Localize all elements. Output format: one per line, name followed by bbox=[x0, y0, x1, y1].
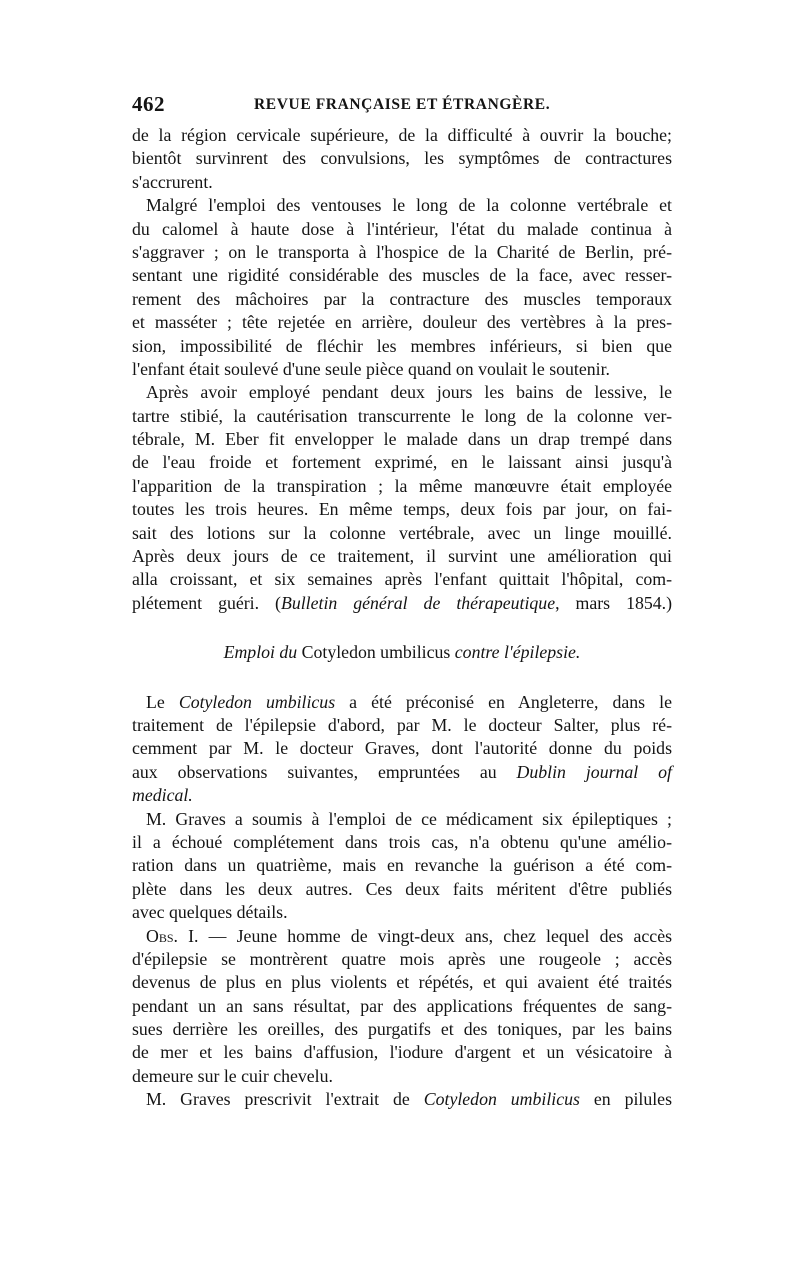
text-line: pendant un an sans résultat, par des applications fréquentes de sang- bbox=[132, 995, 672, 1016]
running-title: REVUE FRANÇAISE ET ÉTRANGÈRE. bbox=[254, 96, 551, 113]
text-line: l'apparition de la transpiration ; la même manœuvre était employée bbox=[132, 475, 672, 496]
text-fragment: en pilules bbox=[579, 1089, 672, 1110]
text-line: sion, impossibilité de fléchir les membres inférieurs, si bien que bbox=[132, 335, 672, 356]
citation-journal: Bulletin général de thérapeutique bbox=[280, 592, 556, 613]
text-line: Après avoir employé pendant deux jours les bains de lessive, le bbox=[146, 382, 672, 403]
text-line: de la région cervicale supérieure, de la difficulté à ouvrir la bouche; bbox=[132, 125, 672, 145]
journal-title-end: medical. bbox=[132, 785, 193, 806]
text-line: sait des lotions sur la colonne vertébrale, avec un linge mouillé. bbox=[132, 522, 672, 543]
text-line: demeure sur le cuir chevelu. bbox=[132, 1065, 333, 1086]
book-page bbox=[132, 92, 672, 1112]
text-line: d'épilepsie se montrèrent quatre mois après une rougeole ; accès bbox=[132, 948, 672, 969]
text-line: cemment par M. le docteur Graves, dont l'autorité donne du poids bbox=[132, 738, 672, 759]
text-line: alla croissant, et six semaines après l'enfant quittait l'hôpital, com- bbox=[132, 569, 672, 590]
text-line: de mer et les bains d'affusion, l'iodure d'argent et un vésicatoire à bbox=[132, 1042, 672, 1063]
text-line: et masséter ; tête rejetée en arrière, douleur des vertèbres à la pres- bbox=[132, 312, 672, 333]
page-number: 462 bbox=[132, 92, 165, 116]
text-fragment: M. Graves prescrivit l'extrait de bbox=[146, 1089, 424, 1110]
text-line: tartre stibié, la cautérisation transcurrente le long de la colonne ver- bbox=[132, 405, 672, 426]
text-line: il a échoué complétement dans trois cas, n'a obtenu qu'une amélio- bbox=[132, 831, 672, 852]
text-line: du calomel à haute dose à l'intérieur, l'état du malade continua à bbox=[132, 218, 672, 239]
text-line: bientôt survinrent des convulsions, les symptômes de contractures bbox=[132, 148, 672, 169]
observation-label: Obs. I. bbox=[146, 925, 199, 946]
text-line: de l'eau froide et fortement exprimé, en le laissant ainsi jusqu'à bbox=[132, 452, 672, 473]
body-text bbox=[132, 124, 672, 1112]
text-line: rement des mâchoires par la contracture des muscles temporaux bbox=[132, 288, 672, 309]
text-line: avec quelques détails. bbox=[132, 902, 288, 923]
text-line: traitement de l'épilepsie d'abord, par M. le docteur Salter, plus ré- bbox=[132, 714, 672, 735]
italic-fragment: Cotyledon umbilicus bbox=[423, 1089, 580, 1110]
text-fragment: Le bbox=[146, 691, 179, 712]
journal-title: Dublin journal of bbox=[516, 761, 672, 782]
text-line bbox=[132, 925, 672, 948]
text-fragment: aux observations suivantes, empruntées au bbox=[132, 761, 517, 782]
text-line: devenus de plus en plus violents et répétés, et qui avaient été traités bbox=[132, 972, 672, 993]
text-line: Malgré l'emploi des ventouses le long de la colonne vertébrale et bbox=[146, 195, 672, 216]
text-fragment: a été préconisé en Angleterre, dans le bbox=[335, 691, 672, 712]
section-title-part-3: contre l'épilepsie. bbox=[454, 642, 581, 663]
text-line bbox=[132, 1088, 672, 1111]
text-line: ration dans un quatrième, mais en revanche la guérison a été com- bbox=[132, 855, 672, 876]
section-title bbox=[132, 641, 672, 664]
text-line: s'accrurent. bbox=[132, 171, 213, 192]
text-line: M. Graves a soumis à l'emploi de ce médicament six épileptiques ; bbox=[146, 808, 672, 829]
text-line bbox=[132, 784, 672, 807]
citation-line bbox=[132, 592, 672, 615]
citation-prefix: plétement guéri. ( bbox=[132, 592, 281, 613]
text-line: toutes les trois heures. En même temps, deux fois par jour, on fai- bbox=[132, 499, 672, 520]
text-line: s'aggraver ; on le transporta à l'hospice de la Charité de Berlin, pré- bbox=[132, 241, 672, 262]
text-line: plète dans les deux autres. Ces deux faits méritent d'être publiés bbox=[132, 878, 672, 899]
text-line: sentant une rigidité considérable des muscles de la face, avec resser- bbox=[132, 265, 672, 286]
text-line: Après deux jours de ce traitement, il survint une amélioration qui bbox=[132, 546, 672, 567]
text-line bbox=[132, 761, 672, 784]
text-fragment: — Jeune homme de vingt-deux ans, chez lequel des accès bbox=[198, 925, 673, 946]
citation-date: , mars 1854.) bbox=[555, 592, 672, 613]
section-title-part-2: Cotyledon umbilicus bbox=[301, 642, 451, 663]
section-title-part-1: Emploi du bbox=[223, 642, 298, 663]
italic-fragment: Cotyledon umbilicus bbox=[178, 691, 336, 712]
running-head bbox=[132, 92, 672, 120]
text-line: l'enfant était soulevé d'une seule pièce quand on voulait le soutenir. bbox=[132, 358, 610, 379]
text-line bbox=[132, 691, 672, 714]
text-line: tébrale, M. Eber fit envelopper le malade dans un drap trempé dans bbox=[132, 429, 672, 450]
text-line: sues derrière les oreilles, des purgatifs et des toniques, par les bains bbox=[132, 1019, 672, 1040]
